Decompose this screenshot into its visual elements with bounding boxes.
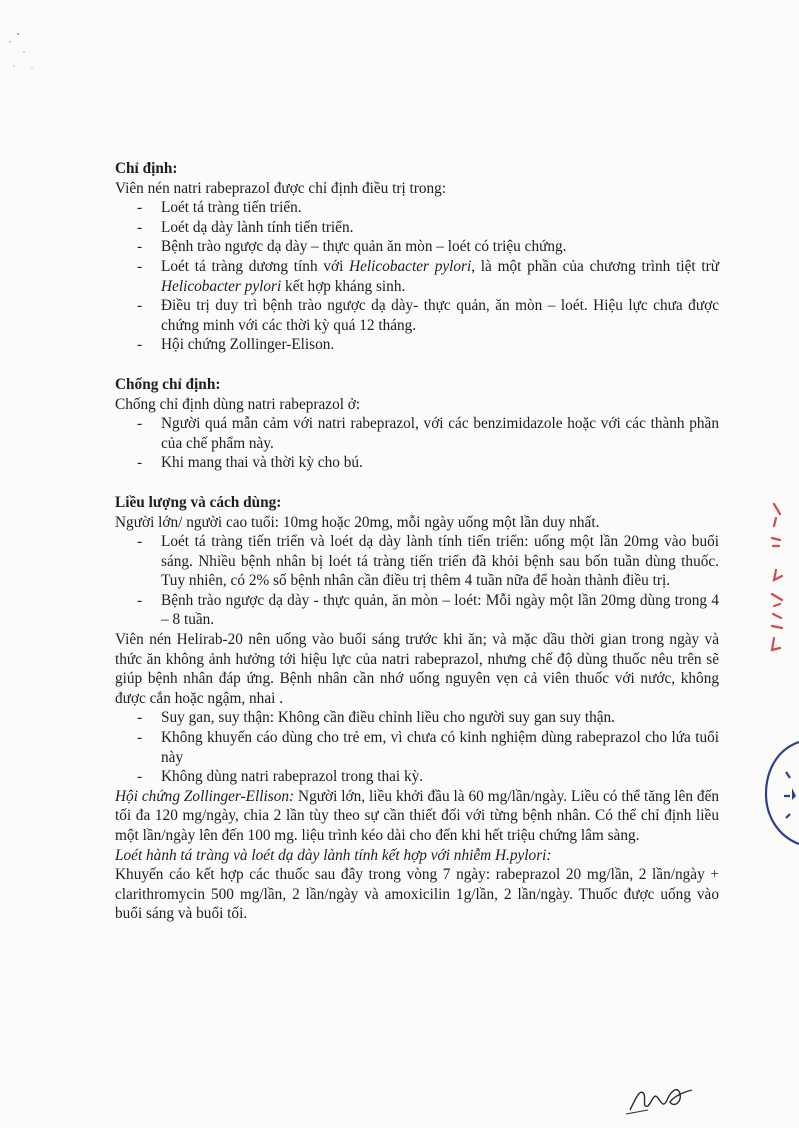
list-item: - Hội chứng Zollinger-Elison. xyxy=(137,336,335,354)
zollinger-paragraph xyxy=(115,787,719,846)
list-item: - Bệnh trào ngược dạ dày – thực quản ăn mòn – loét có triệu chứng. xyxy=(137,238,567,256)
zollinger-text: Người lớn, liều khởi đầu là 60 mg/lần/ngày. Liều có thể tăng lên đến tối đa 120 mg/ngày, chia 2 lần tùy theo sự cần thiết đối với từng bệnh nhân. Có thể chỉ định liều một lần/ngày lên đến 100 mg. liệu trình kéo dài cho đến khi hết triệu chứng lâm sàng. xyxy=(115,787,720,844)
list-item: - Người quá mẫn cảm với natri rabeprazol, với các benzimidazole hoặc với các thành phần của chế phẩm này. xyxy=(137,415,719,452)
list-item: - Bệnh trào ngược dạ dày - thực quản, ăn mòn – loét: Mỗi ngày một lần 20mg dùng trong 4 – 8 tuần. xyxy=(137,591,719,629)
list-item: - Không khuyến cáo dùng cho trẻ em, vì chưa có kinh nghiệm dùng rabeprazol cho lứa tuổi này xyxy=(137,729,719,766)
hpylori-label: Loét hành tá tràng và loét dạ dày lành tính kết hợp với nhiễm H.pylori: xyxy=(115,846,552,864)
scan-specks xyxy=(4,28,44,78)
contraindications-intro: Chống chỉ định dùng natri rabeprazol ở: xyxy=(115,395,361,413)
dosage-heading: Liều lượng và cách dùng: xyxy=(115,493,282,511)
special-populations-list xyxy=(115,708,719,786)
signature xyxy=(622,1078,702,1118)
zollinger-label: Hội chứng Zollinger-Ellison: xyxy=(115,787,295,805)
list-item: - Loét dạ dày lành tính tiến triển. xyxy=(137,218,354,236)
contraindications-list xyxy=(115,414,719,473)
indications-section xyxy=(115,159,719,355)
list-item: - Loét tá tràng dương tính với Helicobacter pylori, là một phần của chương trình tiệt trừ Helicobacter pylori kết hợp kháng sinh. xyxy=(137,257,719,295)
blue-stamp-fragment xyxy=(762,738,799,848)
dosage-section xyxy=(115,493,719,924)
indications-heading: Chỉ định: xyxy=(115,160,178,177)
indications-intro: Viên nén natri rabeprazol được chỉ định điều trị trong: xyxy=(115,179,447,197)
contraindications-heading: Chống chỉ định: xyxy=(115,375,221,393)
red-stamp-fragment xyxy=(766,498,796,658)
document-body xyxy=(115,159,719,924)
administration-paragraph: Viên nén Helirab-20 nên uống vào buổi sáng trước khi ăn; và mặc dầu thời gian trong ngày và thức ăn không ảnh hưởng tới hiệu lực của natri rabeprazol, nhưng chế độ dùng thuốc nêu trên sẽ giúp bệnh nhân đáp ứng. Bệnh nhân cần nhớ uống nguyên vẹn cả viên thuốc với nước, không được cắn hoặc ngậm, nhai . xyxy=(115,631,719,707)
contraindications-section xyxy=(115,375,719,473)
list-item: - Khi mang thai và thời kỳ cho bú. xyxy=(137,454,363,472)
list-item: - Loét tá tràng tiến triển và loét dạ dày lành tính tiến triển: uống một lần 20mg vào buổi sáng. Nhiều bệnh nhân bị loét tá tràng tiến triển đã khỏi bệnh sau bốn tuần dùng thuốc. Tuy nhiên, có 2% số bệnh nhân cần điều trị thêm 4 tuần nữa để hoàn thành điều trị. xyxy=(137,533,719,590)
list-item: - Điều trị duy trì bệnh trào ngược dạ dày- thực quản, ăn mòn – loét. Hiệu lực chưa được chứng minh với các thời kỳ quá 12 tháng. xyxy=(137,297,719,334)
dosage-list xyxy=(115,532,719,630)
hpylori-paragraph: Khuyến cáo kết hợp các thuốc sau đây trong vòng 7 ngày: rabeprazol 20 mg/lần, 2 lần/ngày + clarithromycin 500 mg/lần, 2 lần/ngày và amoxicilin 1g/lần, 2 lần/ngày. Thuốc được uống vào buổi sáng và buổi tối. xyxy=(115,866,719,923)
list-item: - Không dùng natri rabeprazol trong thai kỳ. xyxy=(137,768,424,786)
dosage-intro: Người lớn/ người cao tuổi: 10mg hoặc 20mg, mỗi ngày uống một lần duy nhất. xyxy=(115,513,600,531)
list-item: - Loét tá tràng tiến triển. xyxy=(137,199,302,217)
list-item: - Suy gan, suy thận: Không cần điều chỉnh liều cho người suy gan suy thận. xyxy=(137,709,615,727)
indications-list xyxy=(115,198,719,355)
